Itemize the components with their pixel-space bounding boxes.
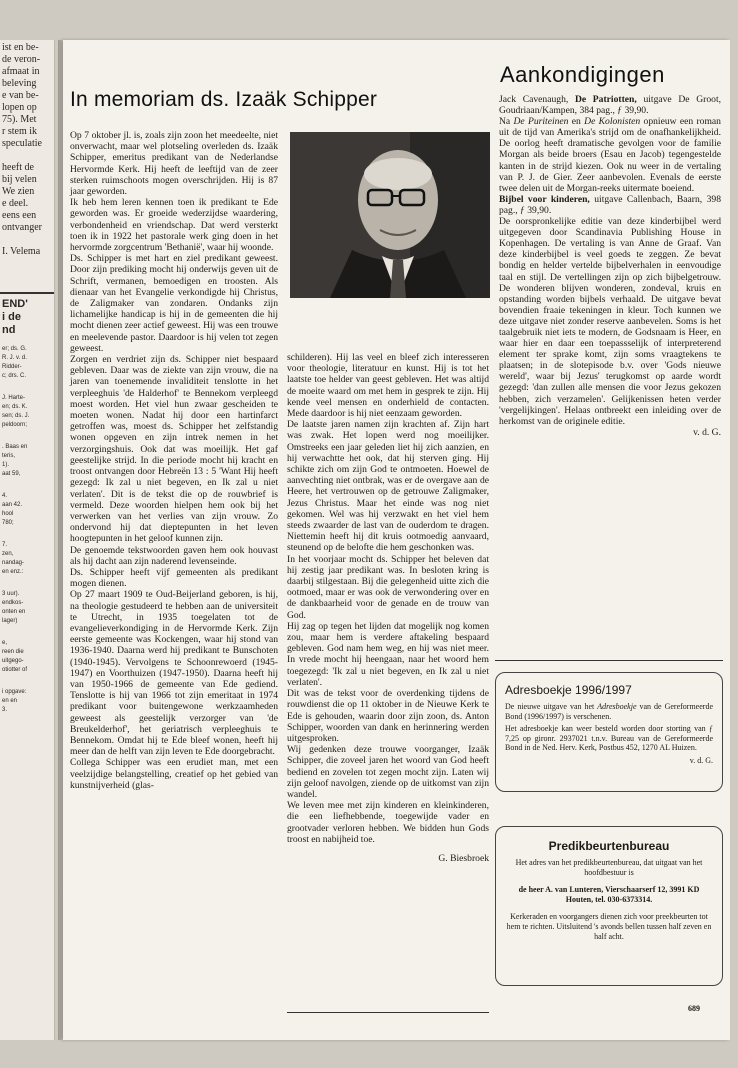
left-page-text: I. Velema — [2, 246, 41, 257]
divider — [495, 660, 723, 661]
left-page-text: e van be- — [2, 90, 39, 101]
left-page-heading: nd — [2, 324, 16, 336]
paragraph: Op 7 oktober jl. is, zoals zijn zoon het meedeelte, niet onverwacht, maar wel plotseling overleden ds. Izaäk Schipper, emeritus predikant van de Nederlandse Hervormde Kerk. Hij heeft de leeftijd van de zeer sterken ruimschoots mogen overschrijden. Hij is 87 jaar geworden. — [70, 130, 278, 198]
left-page-text: teris, — [2, 453, 16, 459]
left-page-text: reen die — [2, 649, 24, 655]
paragraph: Zorgen en verdriet zijn ds. Schipper niet bespaard gebleven. Daar was de ziekte van zijn vrouw, die na jaren van toenemende invaliditeit tenslotte in het verpleeghuis 'de Halderhof' te Bennekom verpleegd moest worden. Het viel hun zwaar gescheiden te moeten wonen. Nadat hij door een hartinfarct getroffen was, moest ds. Schipper het zelfstandig wonen opgeven en zijn intrek nemen in het verzorgingshuis. Ook dat was moeilijk. Het gaf geestelijke strijd. In die periode mocht hij kracht en troost ontvangen door Hebreën 13 : 5 'Want Hij heeft gezegd: Ik zal u niet begeven, en Ik zal u niet verlaten'. Dit is de tekst die op de rouwbrief is vermeld. Deze woorden hielpen hem ook bij het verwerken van het verlies van zijn vrouw. Zo ondervond hij dat dieptepunten in het leven hoogtepunten in het geloof kunnen zijn. — [70, 354, 278, 545]
left-page-text: c; drs. C. — [2, 373, 27, 379]
memoriam-column-2 — [287, 352, 489, 864]
review-kinderbijbel-text: De oorspronkelijke editie van deze kinderbijbel werd uitgegeven door Scandinavia Publishing House in Kopenhagen. De vertaling is van Anne de Graaf. Van deze kinderbijbel is veel goeds te zeggen. Ze bevat bondig en helder vertelde bijbelverhalen in eenvoudige taal en stijl. De vertellingen zijn op zich bijbelgetrouw. De wonderen blijven wonderen, zondeval, kruis en opstanding worden bijbels verhaald. De uitgave bevat bovendien fraaie tekeningen in kleur. Toch kunnen we deze uitgave niet zonder reserve aanbevelen. Soms is het taalgebruik niet iets te modern, de Godsnaam is Heer, en waar hier en daar een toepassselijk of interpreterend element ter sprake komt, zijn soms vraagtekens te plaatsen; in de slotepisode b.v. over 'Gods nieuwe wereld', waar bij Jezus' terugkomst op aarde wordt gezegd: 'dan zullen alle mensen die voor Jezus gekozen hebben, zich verzamelen'. Gelijkenissen heten verder 'vergelijkingen'. Helaas ontbreekt een inleiding over de herkomst van de originele editie. — [499, 216, 721, 427]
adresboekje-title: Adresboekje 1996/1997 — [505, 683, 632, 697]
adresboekje-body: De nieuwe uitgave van het Adresboekje van de Gereformeerde Bond (1996/1997) is verschenen. Het adresboekje kan weer besteld worden door storting van ƒ 7,25 op gironr. 2937021 t.n.v. Bureau van de Gereformeerde Bond in de Ned. Herv. Kerk, Postbus 452, 1270 AL Huizen. v. d. G. — [505, 702, 713, 765]
left-page-text: lager) — [2, 618, 18, 624]
left-page-text: er; ds. G. — [2, 346, 27, 352]
left-page-heading: i de — [2, 311, 21, 323]
paragraph: Ik heb hem leren kennen toen ik predikant te Ede geworden was. Er groeide wederzijdse waardering, verbondenheid en vriendschap. Dat werd versterkt toen ik in 1922 het pastorale werk ging doen in het hervormde zorgcentrum 'Bethanië', waar hij woonde. — [70, 197, 278, 254]
paragraph: De genoemde tekstwoorden gaven hem ook houvast als hij dacht aan zijn naderend levenseinde. — [70, 544, 278, 567]
paragraph: Hij zag op tegen het lijden dat mogelijk nog komen zou, maar hem is verdere aftakeling bespaard gebleven. God nam hem weg, en hij was niet meer. In vrede mocht hij heengaan, naar het woord hem toegezegd: 'Ik zal u niet begeven, en Ik zal u niet verlaten'. — [287, 620, 489, 688]
paragraph: Op 27 maart 1909 te Oud-Beijerland geboren, is hij, na theologie gestudeerd te hebben aan de universiteit te Utrecht, in 1935 toegelaten tot de evangelieverkondiging in de Hervormde Kerk. Zijn eerste gemeente was Kockengen, waar hij stond van 1936-1940. Daarna werd hij predikant te Bunschoten (1940-1945). Vervolgens te Schoonrewoerd (1945-1947) en Voorthuizen (1947-1950). Daarna heeft hij van 1950-1966 de gemeente van Ede gediend. Tenslotte is hij van 1966 tot zijn emeritaat in 1974 predikant voor buitengewone werkzaamheden geweest als geestelijk verzorger van 'de Breukelderhof', het geriatrisch verpleeghuis te Bennekom. Omdat hij te Ede bleef wonen, heeft hij meer dan de helft van zijn leven te Ede doorgebracht. — [70, 589, 278, 758]
paragraph: We leven mee met zijn kinderen en kleinkinderen, die een liefhebbende, toegewijde vader en grootvader verloren hebben. We bidden hun Gods troost en nabijheid toe. — [287, 800, 489, 845]
left-page-text: sen; ds. J. — [2, 413, 30, 419]
adresboekje-box — [495, 672, 723, 792]
predikbeurtenbureau-title: Predikbeurtenbureau — [548, 839, 670, 853]
aankondigingen-signature: v. d. G. — [693, 426, 721, 438]
contact-address: de heer A. van Lunteren, Vierschaarserf 12, 3991 KD Houten, tel. 030-6373314. — [518, 885, 700, 904]
left-page-text: lopen op — [2, 102, 37, 113]
predikbeurtenbureau-body: Het adres van het predikbeurtenbureau, dat uitgaat van het hoofdbestuur is de heer A. van Lunteren, Vierschaarserf 12, 3991 KD Houten, tel. 030-6373314. Kerkeraden en voorgangers dienen zich voor preekbeurten tot hem te richten. Uitsluitend 's avonds bellen tussen half zeven en half acht. — [506, 858, 712, 941]
left-page-text: hool — [2, 511, 14, 517]
left-page-heading: END' — [2, 298, 28, 310]
review-kinderbijbel: Bijbel voor kinderen, uitgave Callenbach, Baarn, 398 pag., ƒ 39,90. — [499, 193, 721, 216]
left-page-text: endkos- — [2, 600, 24, 606]
memoriam-signature: G. Biesbroek — [438, 852, 489, 864]
aankondigingen-title: Aankondigingen — [500, 62, 665, 87]
left-page-text: R. J. v. d. — [2, 355, 27, 361]
memoriam-article — [70, 52, 487, 1027]
left-page-text: J. Harte- — [2, 395, 26, 401]
magazine-page — [63, 40, 730, 1040]
paragraph: Dit was de tekst voor de overdenking tijdens de rouwdienst die op 11 oktober in de Nieuwe Kerk te Ede is gehouden, waarin door zijn zoon, ds. Anton Schipper, woorden van dank en herinnering werden uitgesproken. — [287, 688, 489, 744]
left-page-text: Ridder- — [2, 364, 22, 370]
portrait-photo — [290, 132, 490, 298]
divider — [287, 1012, 489, 1013]
left-page-text: uitgego- — [2, 658, 24, 664]
left-page-text: 4. — [2, 493, 8, 499]
left-page-text: en; ds. K. — [2, 404, 28, 410]
predikbeurtenbureau-box — [495, 826, 723, 986]
left-page-text: heeft de — [2, 162, 34, 173]
aankondigingen-section — [495, 62, 723, 438]
left-page-text: afmaat in — [2, 66, 40, 77]
left-page-text: 3 uur). — [2, 591, 20, 597]
left-page-text: en enz.: — [2, 569, 24, 575]
aankondigingen-body — [495, 94, 723, 438]
left-page-text: r stem ik — [2, 126, 37, 137]
page-number: 689 — [688, 1004, 700, 1013]
left-page-text: onten en — [2, 609, 26, 615]
paragraph: schilderen). Hij las veel en bleef zich interesseren voor theologie, literatuur en kunst. Hij is tot het laatste toe helder van geest gebleven. Het was altijd de moeite waard om met hem in gesprek te zijn. Hij kende veel mensen en onderhield de contacten. Mede daardoor is hij niet eenzaam geworden. — [287, 352, 489, 420]
left-page-text: en en — [2, 698, 18, 704]
left-page-text: i opgave: — [2, 689, 27, 695]
left-page-text: 780; — [2, 520, 14, 526]
left-page-text: bij velen — [2, 174, 37, 185]
review-patriotten: Jack Cavenaugh, De Patriotten, uitgave De Groot, Goudriaan/Kampen, 384 pag., ƒ 39,90. — [499, 94, 722, 117]
left-page-text: aat 59, — [2, 471, 21, 477]
left-page-text: speculatie — [2, 138, 42, 149]
left-page-text: 3. — [2, 707, 8, 713]
left-page-text: beleving — [2, 78, 37, 89]
memoriam-column-1 — [70, 130, 278, 791]
left-page-text: otiotter of — [2, 667, 28, 673]
left-facing-page — [0, 40, 55, 1040]
left-page-text: ontvanger — [2, 222, 42, 233]
left-page-text: 75). Met — [2, 114, 37, 125]
paragraph: De laatste jaren namen zijn krachten af. Zijn hart was zwak. Het lopen werd nog moeilijker. Omstreeks een jaar geleden liet hij zich aanzien, en hij verwachtte het ook, dat hij sterven ging. Hij schikte zich om zijn God te ontmoeten. Hoewel de aanvechting niet ontbrak, was er de overgave aan de Heere, het vertrouwen op de getrouwe Zaligmaker, Jezus Christus. Maar het einde was nog niet gekomen. Wel was hij verzwakt en het viel hem steeds zwaarder de last van de ouderdom te dragen. Niettemin heeft hij dit kruis ootmoedig aanvaard, steunend op de belofte die hem geschonken was. — [287, 419, 489, 554]
paragraph: Ds. Schipper heeft vijf gemeenten als predikant mogen dienen. — [70, 566, 278, 590]
paragraph: Collega Schipper was een erudiet man, met een veelzijdige belangstelling, creatief op het gebied van kunstnijverheid (glas- — [70, 757, 278, 791]
left-page-text: e, — [2, 640, 8, 646]
left-page-text: . Baas en — [2, 444, 28, 450]
left-page-text: aan 42. — [2, 502, 23, 508]
review-patriotten-text: Na De Puriteinen en De Kolonisten opnieuw een roman uit de tijd van Amerika's strijd om de onafhankelijkheid. De oorlog heeft dramatische gevolgen voor de familie Morgan als beide broers (Esau en Jacob) tegengestelde kanten in de strijd kiezen. Ook nu weer in de vertaling van P. J. de Gier. Zeer aanbevolen. Evenals de eerste twee delen uit de Morgan-reeks uitermate boeiend. — [499, 116, 721, 194]
left-page-text: nandag- — [2, 560, 25, 566]
adresboekje-signature: v. d. G. — [689, 755, 713, 765]
left-page-text: ist en be- — [2, 42, 39, 53]
left-page-text: peldoorn; — [2, 422, 28, 428]
left-page-text: We zien — [2, 186, 35, 197]
left-page-text: e deel. — [2, 198, 29, 209]
memoriam-title: In memoriam ds. Izaäk Schipper — [70, 88, 378, 111]
divider — [0, 292, 55, 294]
left-page-text: zen, — [2, 551, 14, 557]
left-page-text: 7. — [2, 542, 8, 548]
left-page-text: de veron- — [2, 54, 41, 65]
left-page-text: 1). — [2, 462, 10, 468]
paragraph: Ds. Schipper is met hart en ziel predikant geweest. Door zijn prediking mocht hij onderwijs geven uit de Schrift, vermanen, bemoedigen en troosten. Als dienaar van het Evangelie verkondigde hij Christus, de Zaligmaker van zondaren. Ondanks zijn lichamelijke handicap is hij in de gemeenten die hij mocht dienen zeer actief geweest. Hij was een trouwe en meelevende pastor. Daardoor is hij velen tot zegen geweest. — [70, 253, 278, 354]
paragraph: Wij gedenken deze trouwe voorganger, Izaäk Schipper, die zoveel jaren het woord van God heeft bediend en zovelen tot zegen mocht zijn. Laten wij zijn geloof navolgen, ziende op de uitkomst van zijn wandel. — [287, 744, 489, 800]
left-page-text: eens een — [2, 210, 37, 221]
paragraph: In het voorjaar mocht ds. Schipper het beleven dat hij zestig jaar predikant was. In besloten kring is daarbij stilgestaan. Bij die gelegenheid uitte zich die ootmoed, maar er was ook de verwondering over en de dankbaarheid voor de genade en de trouw van God. — [287, 553, 489, 621]
